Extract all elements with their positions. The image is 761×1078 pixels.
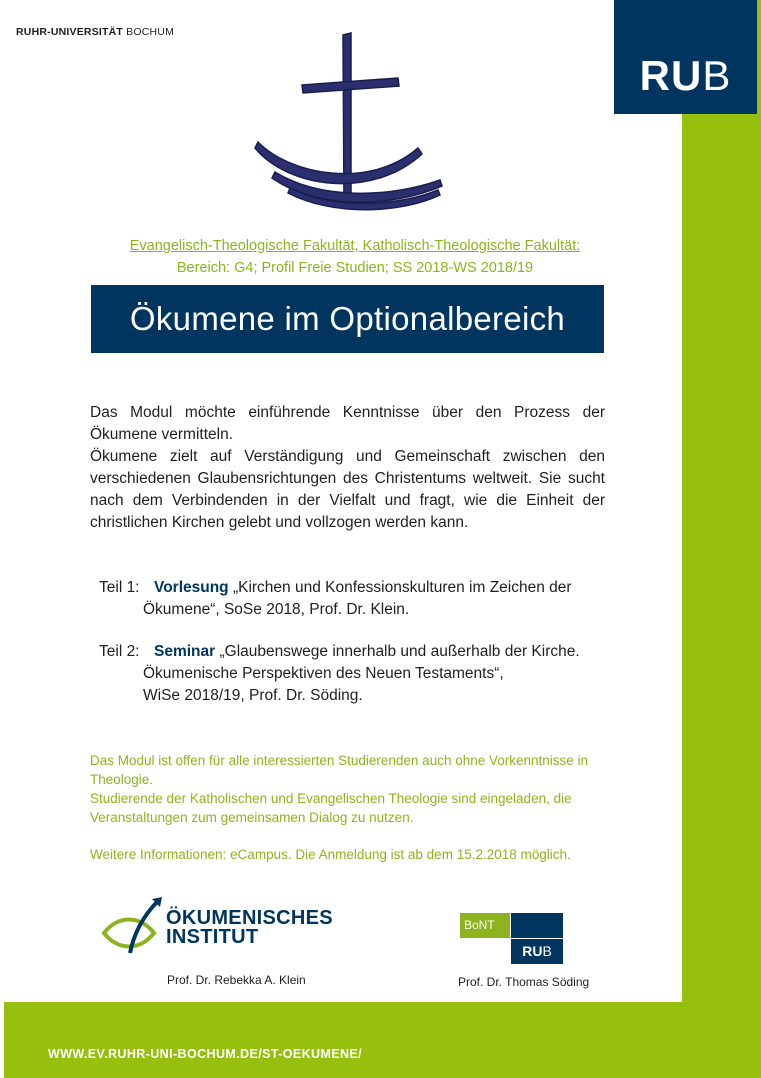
fish-arrow-icon — [100, 893, 166, 959]
course-part-2: Teil 2: Seminar „Glaubenswege innerhalb und außerhalb der Kirche. Ökumenische Perspektiven des Neuen Testaments“, WiSe 2018/19, Prof. Dr. Söding. — [99, 643, 580, 704]
university-name: RUHR-UNIVERSITÄT BOCHUM — [16, 26, 175, 38]
institute-name: ÖKUMENISCHES INSTITUT — [166, 907, 333, 948]
faculty-line-2: Bereich: G4; Profil Freie Studien; SS 2018-WS 2018/19 — [176, 260, 534, 276]
info-notes — [90, 751, 610, 864]
bont-rub-logo: BoNT RUB — [460, 913, 563, 964]
note-invitation: Studierende der Katholischen und Evangelischen Theologie sind eingeladen, die Veranstaltungen zum gemeinsamen Dialog zu nutzen. — [90, 791, 572, 825]
green-side-bar — [682, 0, 761, 1002]
intro-paragraph-1: Das Modul möchte einführende Kenntnisse über den Prozess der Ökumene vermitteln. — [90, 404, 605, 443]
green-footer-bar — [4, 1002, 761, 1078]
course-part-1: Teil 1: Vorlesung „Kirchen und Konfessionskulturen im Zeichen der Ökumene“, SoSe 2018, Prof. Dr. Klein. — [99, 579, 572, 618]
note-registration: Weitere Informationen: eCampus. Die Anmeldung ist ab dem 15.2.2018 möglich. — [90, 847, 571, 862]
website-link[interactable]: WWW.EV.RUHR-UNI-BOCHUM.DE/ST-OEKUMENE/ — [48, 1047, 363, 1061]
faculty-header — [60, 235, 650, 279]
professor-soeding: Prof. Dr. Thomas Söding — [458, 975, 590, 989]
faculty-line-1: Evangelisch-Theologische Fakultät, Katholisch-Theologische Fakultät: — [129, 238, 581, 254]
oekumenisches-institut-logo — [100, 893, 340, 959]
rub-logo: RUB — [614, 0, 757, 114]
professor-klein: Prof. Dr. Rebekka A. Klein — [167, 973, 306, 987]
intro-paragraph-2: Ökumene zielt auf Verständigung und Gemeinschaft zwischen den verschiedenen Glaubensrichtungen des Christentums weltweit. Sie sucht nach dem Verbindenden in der Vielfalt und fragt, wie die Einheit der christlichen Kirchen gelebt und vollzogen werden kann. — [90, 448, 605, 531]
ecumenical-cross-ship-icon — [250, 30, 450, 212]
note-open-to-all: Das Modul ist offen für alle interessierten Studierenden auch ohne Vorkenntnisse in Theologie. — [90, 753, 589, 787]
intro-text — [90, 402, 605, 534]
page-title: Ökumene im Optionalbereich — [91, 285, 604, 353]
